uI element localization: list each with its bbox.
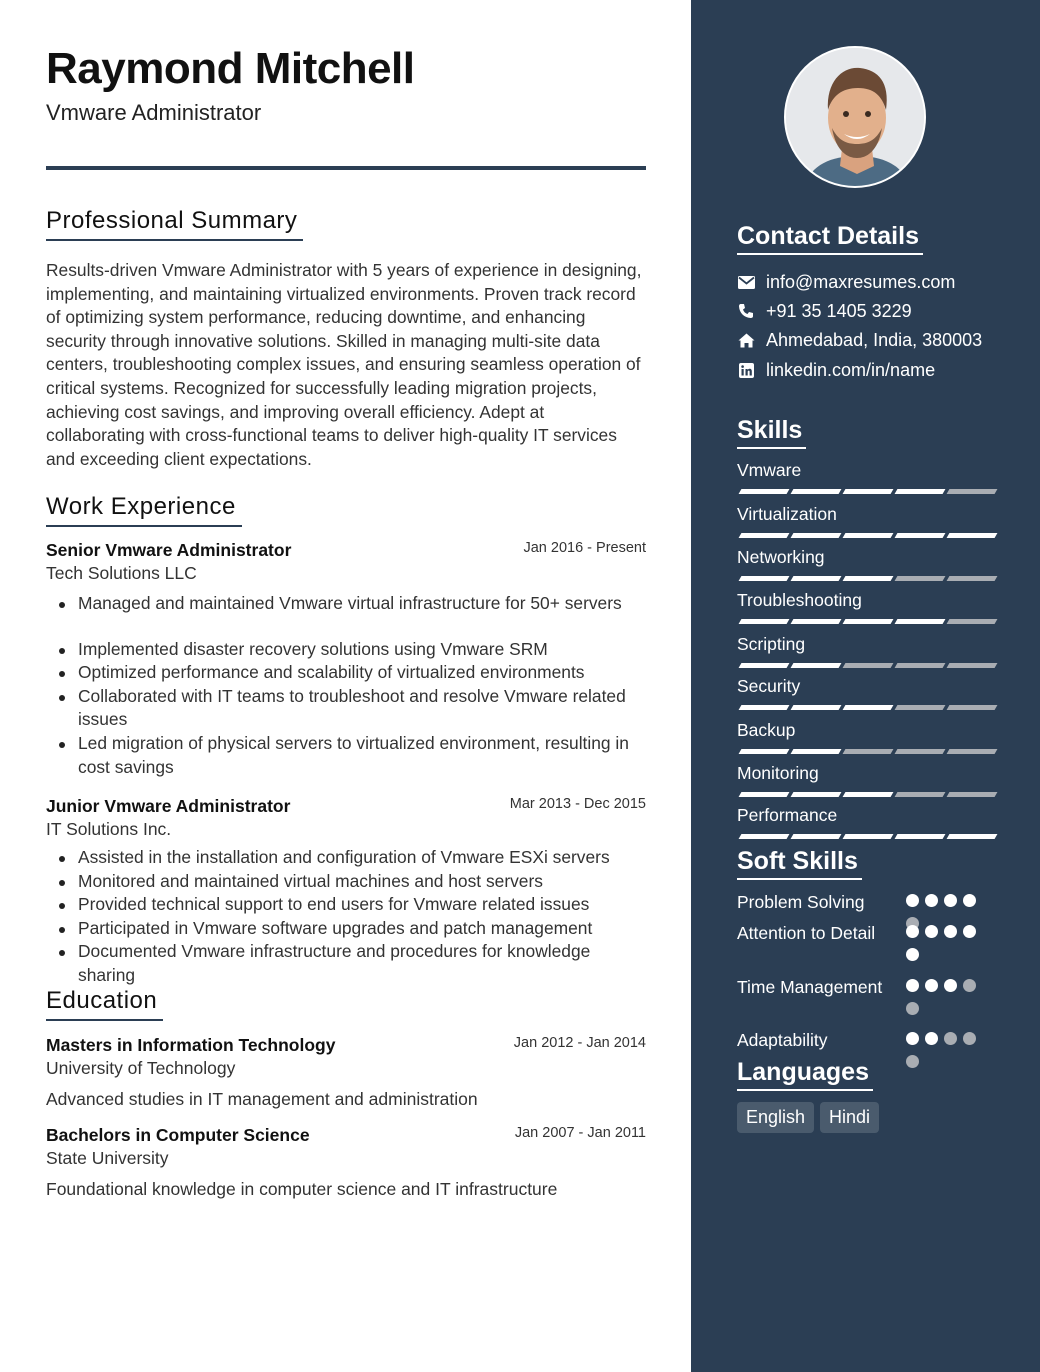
skill-level-segment (739, 533, 790, 538)
main-column (46, 0, 646, 1372)
skill-level-segment (739, 619, 790, 624)
skill-level-segment (739, 576, 790, 581)
skill-level-bar (737, 576, 993, 581)
skill-level-segment (895, 489, 946, 494)
profile-photo (784, 46, 926, 188)
contact-phone[interactable] (737, 299, 912, 323)
summary-text: Results-driven Vmware Administrator with 5 years of experience in designing, implementing, and maintaining virtualized environments. Proven track record of optimizing system performance, reducing downtime, and enhancing security through innovative solutions. Skilled in managing multi-site data centers, troubleshooting complex issues, and ensuring seamless operation of critical systems. Recognized for successfully leading migration projects, achieving cost savings, and improving overall efficiency. Adept at collaborating with cross-functional teams to deliver high-quality IT services and exceeding client expectations. (46, 260, 642, 469)
skill-level-segment (791, 749, 842, 754)
rating-dot (906, 925, 919, 938)
education-description: Foundational knowledge in computer science and IT infrastructure (46, 1179, 558, 1199)
job-bullet: Led migration of physical servers to virtualized environment, resulting in cost savings (46, 732, 646, 779)
skill-level-segment (895, 619, 946, 624)
skill-level-segment (739, 489, 790, 494)
skill-level-bar (737, 792, 993, 797)
skill-level-segment (791, 619, 842, 624)
skill-level-segment (843, 792, 894, 797)
job-bullet: Assisted in the installation and configuration of Vmware ESXi servers (46, 846, 646, 870)
skill-level-segment (947, 834, 998, 839)
rating-dot (925, 979, 938, 992)
home-icon (737, 331, 755, 349)
skill-name: Performance (737, 805, 838, 825)
skill-level-segment (739, 705, 790, 710)
job-company: Tech Solutions LLC (46, 563, 197, 583)
skill-name: Networking (737, 547, 825, 567)
skill-level-segment (895, 576, 946, 581)
skill-level-segment (739, 663, 790, 668)
rating-dot (944, 979, 957, 992)
avatar-illustration (786, 48, 926, 188)
skill-level-segment (791, 576, 842, 581)
skill-level-segment (947, 576, 998, 581)
language-chip: Hindi (820, 1102, 879, 1133)
experience-heading: Work Experience (46, 493, 242, 527)
skill-level-segment (739, 749, 790, 754)
skill-level-segment (791, 834, 842, 839)
skill-row (737, 547, 993, 568)
skill-level-segment (739, 834, 790, 839)
skill-name: Vmware (737, 460, 802, 480)
rating-dot (925, 1032, 938, 1045)
contact-address (737, 328, 982, 352)
soft-skill-row (737, 921, 997, 945)
skill-level-segment (791, 663, 842, 668)
skill-row (737, 805, 993, 826)
job-bullets (46, 592, 646, 779)
skill-row (737, 460, 993, 481)
skill-name: Monitoring (737, 763, 819, 783)
education-degree: Masters in Information Technology (46, 1035, 336, 1055)
skill-level-segment (843, 489, 894, 494)
soft-skill-name: Time Management (737, 977, 883, 997)
skill-level-segment (947, 663, 998, 668)
skill-name: Backup (737, 720, 796, 740)
sidebar (691, 0, 1040, 1372)
job-date: Jan 2016 - Present (523, 540, 646, 556)
candidate-role: Vmware Administrator (46, 100, 262, 125)
rating-dot (963, 1032, 976, 1045)
rating-dot (944, 1032, 957, 1045)
skill-level-segment (947, 489, 998, 494)
skill-level-segment (791, 705, 842, 710)
skill-level-segment (895, 705, 946, 710)
skill-level-segment (895, 533, 946, 538)
education-date: Jan 2012 - Jan 2014 (513, 1035, 646, 1051)
education-date: Jan 2007 - Jan 2011 (514, 1125, 646, 1141)
rating-dot (906, 1055, 919, 1068)
skill-level-bar (737, 619, 993, 624)
skill-level-segment (791, 489, 842, 494)
skill-level-bar (737, 705, 993, 710)
education-school: State University (46, 1148, 169, 1168)
skill-level-segment (895, 663, 946, 668)
skill-level-segment (947, 533, 998, 538)
skill-level-segment (843, 834, 894, 839)
job-bullet: Collaborated with IT teams to troubleshoot and resolve Vmware related issues (46, 685, 646, 732)
skill-row (737, 634, 993, 655)
rating-dot (925, 894, 938, 907)
contact-heading: Contact Details (737, 222, 923, 255)
rating-dot (906, 1002, 919, 1015)
skill-name: Troubleshooting (737, 590, 862, 610)
skill-level-segment (947, 792, 998, 797)
skill-row (737, 676, 993, 697)
skill-level-segment (947, 705, 998, 710)
skill-level-segment (947, 749, 998, 754)
skill-row (737, 504, 993, 525)
language-chip: English (737, 1102, 814, 1133)
rating-dot (906, 894, 919, 907)
skill-level-bar (737, 533, 993, 538)
skill-level-segment (895, 749, 946, 754)
job-bullets (46, 846, 646, 988)
education-heading: Education (46, 987, 163, 1021)
education-degree: Bachelors in Computer Science (46, 1125, 310, 1145)
rating-dot (906, 979, 919, 992)
phone-text: +91 35 1405 3229 (766, 300, 912, 321)
soft-skill-name: Adaptability (737, 1030, 828, 1050)
job-date: Mar 2013 - Dec 2015 (509, 796, 646, 812)
skill-level-bar (737, 663, 993, 668)
job-bullet: Managed and maintained Vmware virtual infrastructure for 50+ servers (46, 592, 646, 616)
job-bullet: Provided technical support to end users for Vmware related issues (46, 893, 646, 917)
rating-dot (925, 925, 938, 938)
soft-skills-heading: Soft Skills (737, 847, 862, 880)
skill-level-segment (791, 533, 842, 538)
skill-level-bar (737, 834, 993, 839)
skill-level-segment (843, 749, 894, 754)
soft-skill-row (737, 1028, 997, 1052)
skills-heading: Skills (737, 416, 806, 449)
skill-level-segment (843, 619, 894, 624)
candidate-name: Raymond Mitchell (46, 44, 415, 93)
skill-level-bar (737, 489, 993, 494)
skill-row (737, 763, 993, 784)
skill-level-segment (791, 792, 842, 797)
skill-name: Scripting (737, 634, 806, 654)
rating-dot (963, 894, 976, 907)
job-bullet: Implemented disaster recovery solutions using Vmware SRM (46, 638, 646, 662)
phone-icon (737, 302, 755, 320)
soft-skill-row (737, 890, 997, 914)
job-entry (46, 796, 646, 988)
soft-skill-row (737, 975, 997, 999)
rating-dot (944, 894, 957, 907)
job-bullet: Documented Vmware infrastructure and procedures for knowledge sharing (46, 940, 646, 987)
skill-level-segment (895, 792, 946, 797)
job-entry (46, 540, 646, 779)
soft-skill-name: Attention to Detail (737, 923, 876, 943)
skill-row (737, 720, 993, 741)
rating-dot (906, 948, 919, 961)
skill-level-segment (843, 576, 894, 581)
skill-row (737, 590, 993, 611)
skill-level-segment (947, 619, 998, 624)
rating-dot (963, 925, 976, 938)
job-bullet: Monitored and maintained virtual machines and host servers (46, 870, 646, 894)
soft-skill-name: Problem Solving (737, 892, 865, 912)
contact-linkedin[interactable] (737, 358, 935, 382)
rating-dot (963, 979, 976, 992)
envelope-icon (737, 273, 755, 291)
languages-heading: Languages (737, 1058, 873, 1091)
job-company: IT Solutions Inc. (46, 819, 172, 839)
header-divider (46, 166, 646, 170)
rating-dot (906, 1032, 919, 1045)
contact-email[interactable] (737, 270, 955, 294)
education-school: University of Technology (46, 1058, 236, 1078)
job-title: Senior Vmware Administrator (46, 540, 292, 560)
skill-level-segment (895, 834, 946, 839)
skill-level-segment (739, 792, 790, 797)
rating-dot (944, 925, 957, 938)
education-description: Advanced studies in IT management and administration (46, 1089, 478, 1109)
address-text: Ahmedabad, India, 380003 (766, 329, 983, 350)
skill-name: Virtualization (737, 504, 837, 524)
linkedin-icon (737, 361, 755, 379)
skill-level-segment (843, 705, 894, 710)
email-text: info@maxresumes.com (766, 271, 956, 292)
job-bullet: Participated in Vmware software upgrades and patch management (46, 917, 646, 941)
skill-level-segment (843, 663, 894, 668)
education-entry (46, 1125, 646, 1200)
job-title: Junior Vmware Administrator (46, 796, 291, 816)
skill-level-bar (737, 749, 993, 754)
job-bullet: Optimized performance and scalability of virtualized environments (46, 661, 646, 685)
skill-level-segment (843, 533, 894, 538)
summary-heading: Professional Summary (46, 207, 303, 241)
education-entry (46, 1035, 646, 1110)
skill-name: Security (737, 676, 801, 696)
linkedin-text: linkedin.com/in/name (766, 359, 936, 380)
